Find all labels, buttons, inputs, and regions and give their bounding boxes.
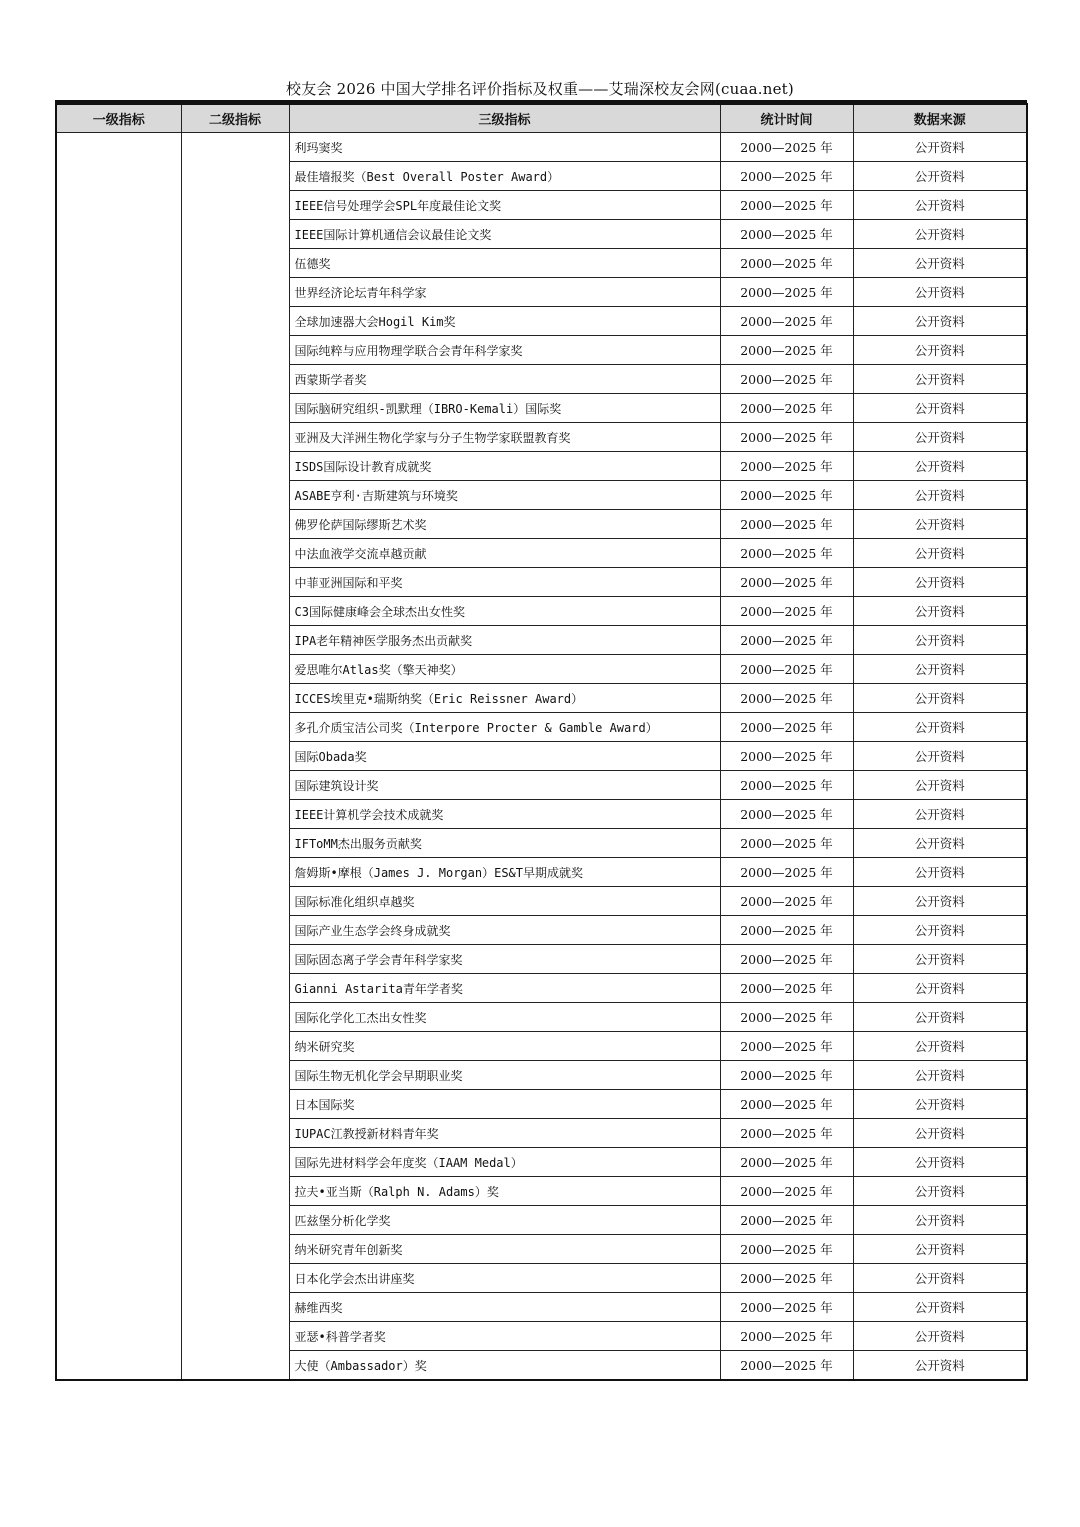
- award-name-cell: 日本化学会杰出讲座奖: [289, 1264, 720, 1293]
- level1-cell: [56, 133, 181, 1381]
- source-cell: 公开资料: [853, 307, 1027, 336]
- source-cell: 公开资料: [853, 1148, 1027, 1177]
- award-name-cell: 利玛窦奖: [289, 133, 720, 162]
- header-level3: 三级指标: [289, 104, 720, 133]
- period-cell: 2000—2025 年: [720, 133, 853, 162]
- source-cell: 公开资料: [853, 452, 1027, 481]
- period-cell: 2000—2025 年: [720, 858, 853, 887]
- period-cell: 2000—2025 年: [720, 249, 853, 278]
- award-name-cell: 亚瑟•科普学者奖: [289, 1322, 720, 1351]
- award-name-cell: 纳米研究奖: [289, 1032, 720, 1061]
- source-cell: 公开资料: [853, 829, 1027, 858]
- period-cell: 2000—2025 年: [720, 655, 853, 684]
- award-name-cell: IEEE国际计算机通信会议最佳论文奖: [289, 220, 720, 249]
- award-name-cell: C3国际健康峰会全球杰出女性奖: [289, 597, 720, 626]
- source-cell: 公开资料: [853, 626, 1027, 655]
- source-cell: 公开资料: [853, 1235, 1027, 1264]
- period-cell: 2000—2025 年: [720, 1351, 853, 1381]
- award-name-cell: 国际生物无机化学会早期职业奖: [289, 1061, 720, 1090]
- source-cell: 公开资料: [853, 249, 1027, 278]
- source-cell: 公开资料: [853, 742, 1027, 771]
- period-cell: 2000—2025 年: [720, 1264, 853, 1293]
- award-name-cell: 日本国际奖: [289, 1090, 720, 1119]
- award-name-cell: Gianni Astarita青年学者奖: [289, 974, 720, 1003]
- source-cell: 公开资料: [853, 191, 1027, 220]
- period-cell: 2000—2025 年: [720, 684, 853, 713]
- award-name-cell: 全球加速器大会Hogil Kim奖: [289, 307, 720, 336]
- source-cell: 公开资料: [853, 713, 1027, 742]
- table-body: [56, 133, 1027, 1381]
- header-level1: 一级指标: [56, 104, 181, 133]
- period-cell: 2000—2025 年: [720, 1090, 853, 1119]
- period-cell: 2000—2025 年: [720, 1235, 853, 1264]
- source-cell: 公开资料: [853, 1119, 1027, 1148]
- award-name-cell: IPA老年精神医学服务杰出贡献奖: [289, 626, 720, 655]
- award-name-cell: 国际标准化组织卓越奖: [289, 887, 720, 916]
- source-cell: 公开资料: [853, 162, 1027, 191]
- period-cell: 2000—2025 年: [720, 742, 853, 771]
- header-time: 统计时间: [720, 104, 853, 133]
- source-cell: 公开资料: [853, 684, 1027, 713]
- source-cell: 公开资料: [853, 336, 1027, 365]
- award-name-cell: IUPAC江教授新材料青年奖: [289, 1119, 720, 1148]
- source-cell: 公开资料: [853, 1264, 1027, 1293]
- award-name-cell: ICCES埃里克•瑞斯纳奖（Eric Reissner Award）: [289, 684, 720, 713]
- period-cell: 2000—2025 年: [720, 1206, 853, 1235]
- period-cell: 2000—2025 年: [720, 1148, 853, 1177]
- award-name-cell: 匹兹堡分析化学奖: [289, 1206, 720, 1235]
- award-name-cell: 爱思唯尔Atlas奖（擎天神奖）: [289, 655, 720, 684]
- award-name-cell: 国际纯粹与应用物理学联合会青年科学家奖: [289, 336, 720, 365]
- source-cell: 公开资料: [853, 597, 1027, 626]
- period-cell: 2000—2025 年: [720, 800, 853, 829]
- award-name-cell: 国际建筑设计奖: [289, 771, 720, 800]
- period-cell: 2000—2025 年: [720, 887, 853, 916]
- award-name-cell: 詹姆斯•摩根（James J. Morgan）ES&T早期成就奖: [289, 858, 720, 887]
- source-cell: 公开资料: [853, 1177, 1027, 1206]
- source-cell: 公开资料: [853, 1293, 1027, 1322]
- award-name-cell: IEEE计算机学会技术成就奖: [289, 800, 720, 829]
- period-cell: 2000—2025 年: [720, 162, 853, 191]
- period-cell: 2000—2025 年: [720, 713, 853, 742]
- award-name-cell: 最佳墙报奖（Best Overall Poster Award）: [289, 162, 720, 191]
- source-cell: 公开资料: [853, 423, 1027, 452]
- period-cell: 2000—2025 年: [720, 1322, 853, 1351]
- award-name-cell: 拉夫•亚当斯（Ralph N. Adams）奖: [289, 1177, 720, 1206]
- period-cell: 2000—2025 年: [720, 365, 853, 394]
- award-name-cell: 国际固态离子学会青年科学家奖: [289, 945, 720, 974]
- period-cell: 2000—2025 年: [720, 1061, 853, 1090]
- header-source: 数据来源: [853, 104, 1027, 133]
- source-cell: 公开资料: [853, 858, 1027, 887]
- period-cell: 2000—2025 年: [720, 829, 853, 858]
- period-cell: 2000—2025 年: [720, 510, 853, 539]
- period-cell: 2000—2025 年: [720, 307, 853, 336]
- table-header-row: [56, 104, 1027, 133]
- award-name-cell: 伍德奖: [289, 249, 720, 278]
- source-cell: 公开资料: [853, 1032, 1027, 1061]
- document-title: 校友会 2026 中国大学排名评价指标及权重——艾瑞深校友会网(cuaa.net): [286, 80, 794, 98]
- source-cell: 公开资料: [853, 771, 1027, 800]
- award-name-cell: IEEE信号处理学会SPL年度最佳论文奖: [289, 191, 720, 220]
- period-cell: 2000—2025 年: [720, 974, 853, 1003]
- source-cell: 公开资料: [853, 974, 1027, 1003]
- award-name-cell: 国际先进材料学会年度奖（IAAM Medal）: [289, 1148, 720, 1177]
- period-cell: 2000—2025 年: [720, 1293, 853, 1322]
- indicator-table: [55, 103, 1028, 1381]
- award-name-cell: 国际产业生态学会终身成就奖: [289, 916, 720, 945]
- award-name-cell: 世界经济论坛青年科学家: [289, 278, 720, 307]
- source-cell: 公开资料: [853, 1061, 1027, 1090]
- table-row: [56, 133, 1027, 162]
- source-cell: 公开资料: [853, 365, 1027, 394]
- award-name-cell: IFToMM杰出服务贡献奖: [289, 829, 720, 858]
- award-name-cell: 国际脑研究组织-凯默理（IBRO-Kemali）国际奖: [289, 394, 720, 423]
- source-cell: 公开资料: [853, 1351, 1027, 1381]
- period-cell: 2000—2025 年: [720, 220, 853, 249]
- award-name-cell: 中菲亚洲国际和平奖: [289, 568, 720, 597]
- period-cell: 2000—2025 年: [720, 481, 853, 510]
- source-cell: 公开资料: [853, 568, 1027, 597]
- source-cell: 公开资料: [853, 220, 1027, 249]
- header-level2: 二级指标: [181, 104, 289, 133]
- source-cell: 公开资料: [853, 887, 1027, 916]
- level2-cell: [181, 133, 289, 1381]
- source-cell: 公开资料: [853, 394, 1027, 423]
- period-cell: 2000—2025 年: [720, 626, 853, 655]
- source-cell: 公开资料: [853, 1206, 1027, 1235]
- award-name-cell: ASABE亨利·吉斯建筑与环境奖: [289, 481, 720, 510]
- award-name-cell: 佛罗伦萨国际缪斯艺术奖: [289, 510, 720, 539]
- source-cell: 公开资料: [853, 916, 1027, 945]
- period-cell: 2000—2025 年: [720, 916, 853, 945]
- award-name-cell: 西蒙斯学者奖: [289, 365, 720, 394]
- source-cell: 公开资料: [853, 1090, 1027, 1119]
- source-cell: 公开资料: [853, 539, 1027, 568]
- award-name-cell: 亚洲及大洋洲生物化学家与分子生物学家联盟教育奖: [289, 423, 720, 452]
- period-cell: 2000—2025 年: [720, 423, 853, 452]
- award-name-cell: 赫维西奖: [289, 1293, 720, 1322]
- source-cell: 公开资料: [853, 1322, 1027, 1351]
- period-cell: 2000—2025 年: [720, 539, 853, 568]
- period-cell: 2000—2025 年: [720, 771, 853, 800]
- period-cell: 2000—2025 年: [720, 1003, 853, 1032]
- period-cell: 2000—2025 年: [720, 278, 853, 307]
- period-cell: 2000—2025 年: [720, 1119, 853, 1148]
- period-cell: 2000—2025 年: [720, 336, 853, 365]
- period-cell: 2000—2025 年: [720, 597, 853, 626]
- source-cell: 公开资料: [853, 945, 1027, 974]
- source-cell: 公开资料: [853, 278, 1027, 307]
- source-cell: 公开资料: [853, 800, 1027, 829]
- source-cell: 公开资料: [853, 1003, 1027, 1032]
- award-name-cell: ISDS国际设计教育成就奖: [289, 452, 720, 481]
- period-cell: 2000—2025 年: [720, 945, 853, 974]
- source-cell: 公开资料: [853, 510, 1027, 539]
- award-name-cell: 中法血液学交流卓越贡献: [289, 539, 720, 568]
- period-cell: 2000—2025 年: [720, 191, 853, 220]
- award-name-cell: 国际Obada奖: [289, 742, 720, 771]
- source-cell: 公开资料: [853, 655, 1027, 684]
- award-name-cell: 纳米研究青年创新奖: [289, 1235, 720, 1264]
- award-name-cell: 国际化学化工杰出女性奖: [289, 1003, 720, 1032]
- period-cell: 2000—2025 年: [720, 1177, 853, 1206]
- period-cell: 2000—2025 年: [720, 568, 853, 597]
- award-name-cell: 多孔介质宝洁公司奖（Interpore Procter & Gamble Award）: [289, 713, 720, 742]
- source-cell: 公开资料: [853, 481, 1027, 510]
- period-cell: 2000—2025 年: [720, 1032, 853, 1061]
- period-cell: 2000—2025 年: [720, 394, 853, 423]
- period-cell: 2000—2025 年: [720, 452, 853, 481]
- award-name-cell: 大使（Ambassador）奖: [289, 1351, 720, 1381]
- source-cell: 公开资料: [853, 133, 1027, 162]
